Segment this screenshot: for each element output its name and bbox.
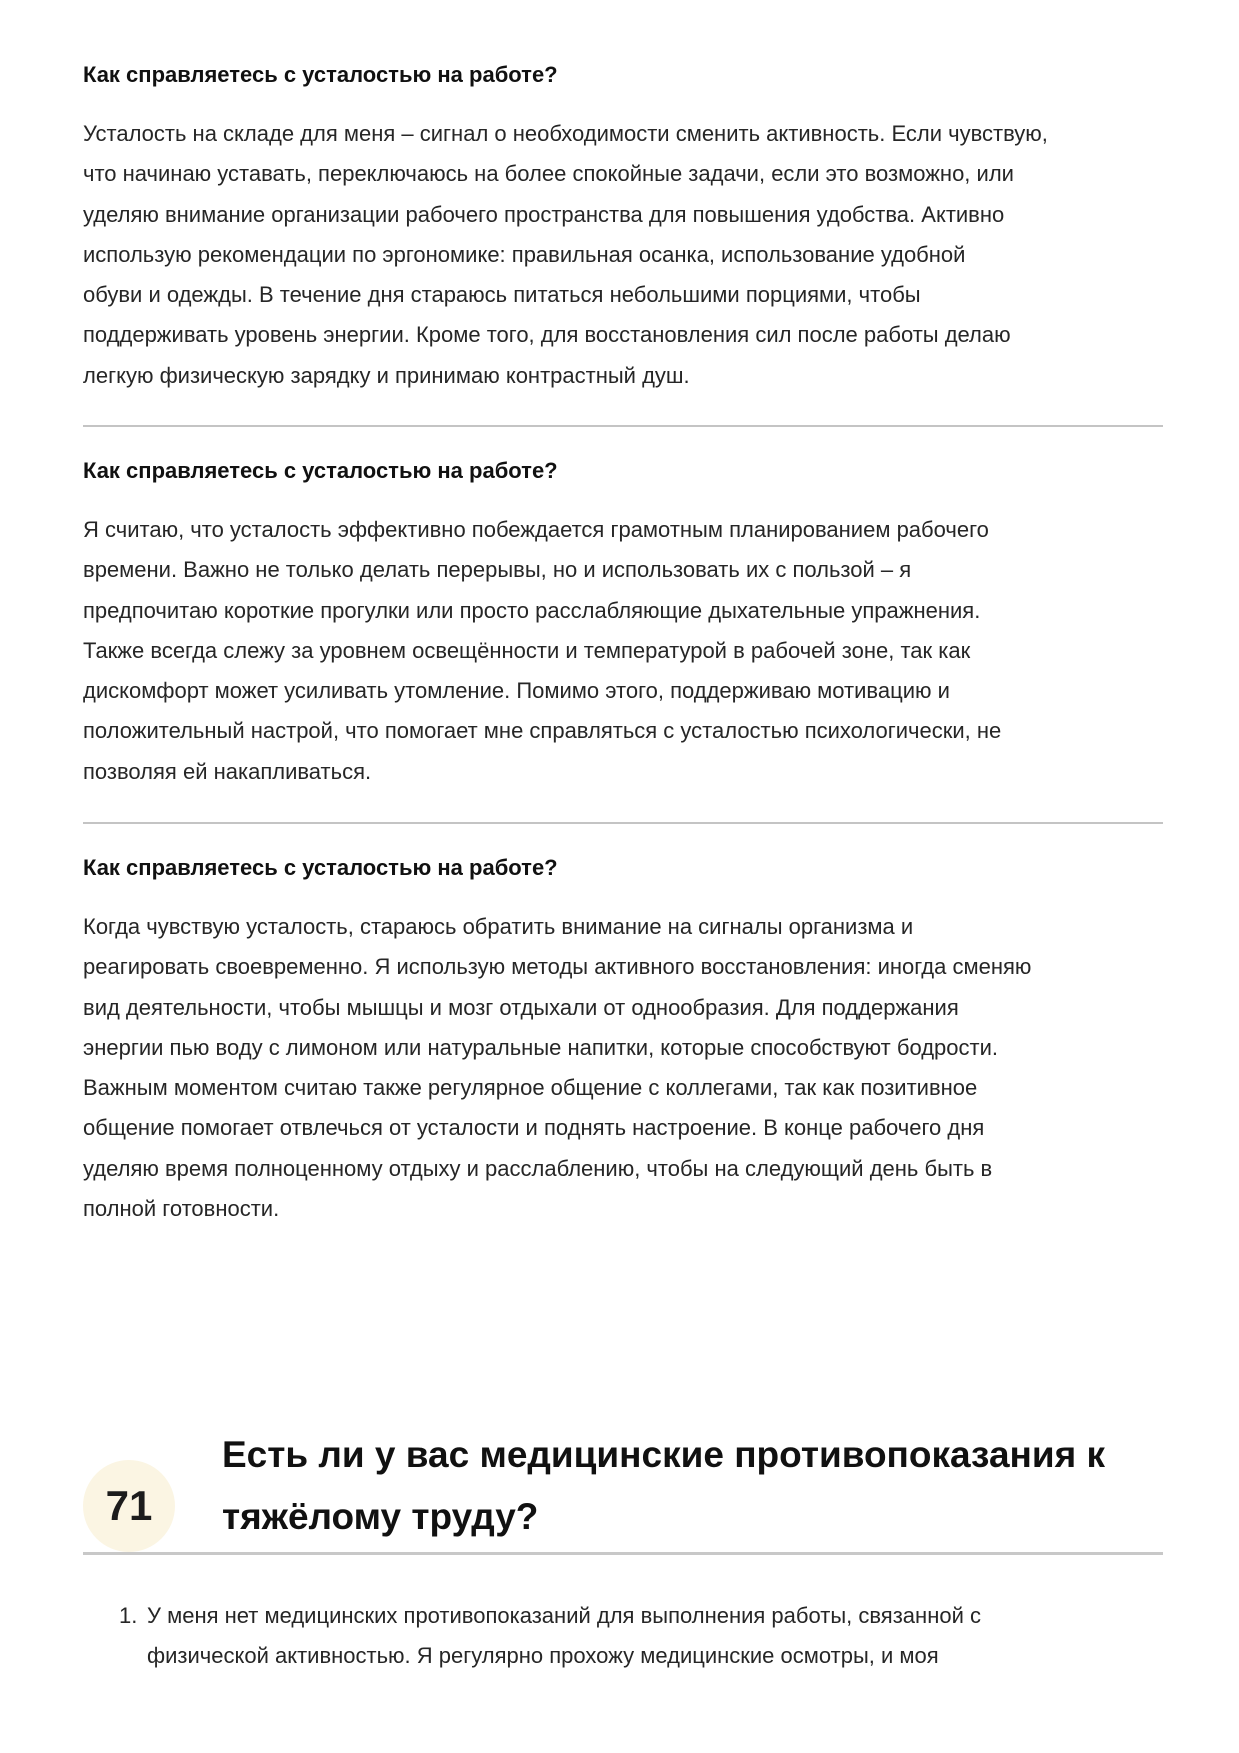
section-title	[222, 1424, 1152, 1548]
section-title-line: Есть ли у вас медицинские противопоказания к	[222, 1434, 1106, 1475]
answer-line: обуви и одежды. В течение дня стараюсь питаться небольшими порциями, чтобы	[83, 282, 921, 308]
qa-block-2	[83, 456, 1163, 792]
question-heading: Как справляетесь с усталостью на работе?	[83, 62, 558, 87]
list-item-line: У меня нет медицинских противопоказаний для выполнения работы, связанной с	[147, 1603, 981, 1628]
answer-line: использую рекомендации по эргономике: правильная осанка, использование удобной	[83, 241, 966, 267]
answer-line: положительный настрой, что помогает мне справляться с усталостью психологически, не	[83, 718, 1002, 744]
answer-line: что начинаю уставать, переключаюсь на более спокойные задачи, если это возможно, или	[83, 161, 1014, 187]
answer-line: полной готовности.	[83, 1196, 280, 1222]
section-header	[83, 1424, 1163, 1548]
answer-line: времени. Важно не только делать перерывы, но и использовать их с пользой – я	[83, 557, 912, 583]
list-item-number: 1.	[119, 1603, 138, 1628]
answer-line: Важным моментом считаю также регулярное общение с коллегами, так как позитивное	[83, 1075, 978, 1101]
answer-line: вид деятельности, чтобы мышцы и мозг отдыхали от однообразия. Для поддержания	[83, 994, 959, 1020]
answer-line: дискомфорт может усиливать утомление. Помимо этого, поддерживаю мотивацию и	[83, 678, 950, 704]
answer-paragraph	[83, 907, 1163, 1229]
question-heading: Как справляетесь с усталостью на работе?	[83, 458, 558, 483]
answer-line: уделяю время полноценному отдыху и расслаблению, чтобы на следующий день быть в	[83, 1155, 993, 1181]
divider	[83, 822, 1163, 824]
answer-line: реагировать своевременно. Я использую методы активного восстановления: иногда сменяю	[83, 954, 1032, 980]
section-title-line: тяжёлому труду?	[222, 1496, 539, 1537]
answer-line: Когда чувствую усталость, стараюсь обратить внимание на сигналы организма и	[83, 914, 914, 939]
section-number-badge: 71	[83, 1460, 175, 1552]
qa-block-1	[83, 60, 1163, 396]
answer-paragraph	[83, 510, 1163, 792]
answer-line: Я считаю, что усталость эффективно побеждается грамотным планированием рабочего	[83, 517, 989, 542]
list-item	[119, 1596, 1149, 1677]
answer-line: Также всегда слежу за уровнем освещённости и температурой в рабочей зоне, так как	[83, 637, 971, 663]
list-item-line: физической активностью. Я регулярно прохожу медицинские осмотры, и моя	[147, 1643, 939, 1669]
answer-line: общение помогает отвлечься от усталости и поднять настроение. В конце рабочего дня	[83, 1115, 985, 1141]
answer-line: поддерживать уровень энергии. Кроме того, для восстановления сил после работы делаю	[83, 322, 1011, 348]
answer-paragraph	[83, 114, 1163, 396]
answer-line: Усталость на складе для меня – сигнал о необходимости сменить активность. Если чувствую,	[83, 121, 1048, 146]
qa-block-3	[83, 853, 1163, 1229]
divider	[83, 425, 1163, 427]
answer-line: энергии пью воду с лимоном или натуральные напитки, которые способствуют бодрости.	[83, 1034, 998, 1060]
answer-line: уделяю внимание организации рабочего пространства для повышения удобства. Активно	[83, 201, 1005, 227]
answer-line: легкую физическую зарядку и принимаю контрастный душ.	[83, 362, 690, 388]
section-divider	[83, 1552, 1163, 1555]
answer-line: предпочитаю короткие прогулки или просто расслабляющие дыхательные упражнения.	[83, 597, 981, 623]
question-heading: Как справляетесь с усталостью на работе?	[83, 855, 558, 880]
answer-list	[119, 1596, 1149, 1677]
answer-line: позволяя ей накапливаться.	[83, 758, 372, 784]
